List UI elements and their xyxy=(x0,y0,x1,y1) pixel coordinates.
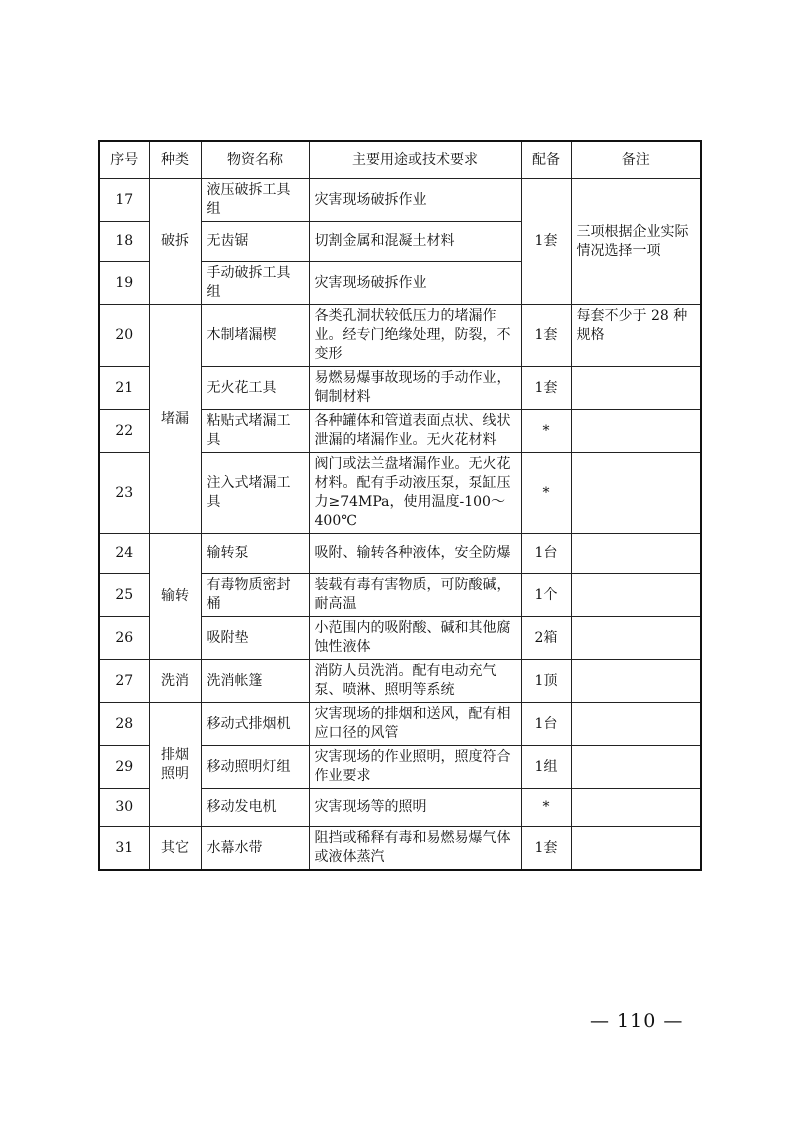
item-name: 输转泵 xyxy=(201,534,309,574)
category-cell: 破拆 xyxy=(149,179,201,305)
table-header-row xyxy=(99,141,701,179)
row-no: 25 xyxy=(99,574,149,617)
item-name: 木制堵漏楔 xyxy=(201,305,309,367)
table-row xyxy=(99,305,701,367)
item-usage: 易燃易爆事故现场的手动作业，铜制材料 xyxy=(309,367,521,410)
item-name: 手动破拆工具组 xyxy=(201,262,309,305)
item-note xyxy=(571,703,701,746)
item-qty: 1套 xyxy=(521,827,571,871)
item-note xyxy=(571,746,701,789)
item-qty: 1台 xyxy=(521,534,571,574)
item-qty: 1顶 xyxy=(521,660,571,703)
row-no: 26 xyxy=(99,617,149,660)
item-name: 移动照明灯组 xyxy=(201,746,309,789)
item-note xyxy=(571,410,701,453)
item-note xyxy=(571,617,701,660)
item-note xyxy=(571,534,701,574)
row-no: 30 xyxy=(99,789,149,827)
category-cell: 排烟 照明 xyxy=(149,703,201,827)
item-name: 有毒物质密封桶 xyxy=(201,574,309,617)
item-note: 三项根据企业实际情况选择一项 xyxy=(571,179,701,305)
table-row xyxy=(99,703,701,746)
item-name: 无火花工具 xyxy=(201,367,309,410)
item-note xyxy=(571,367,701,410)
item-qty: * xyxy=(521,410,571,453)
item-usage: 灾害现场破拆作业 xyxy=(309,179,521,222)
header-category: 种类 xyxy=(149,141,201,179)
item-note xyxy=(571,827,701,871)
item-name: 洗消帐篷 xyxy=(201,660,309,703)
item-usage: 装载有毒有害物质，可防酸碱，耐高温 xyxy=(309,574,521,617)
item-name: 注入式堵漏工具 xyxy=(201,453,309,534)
item-qty: 1个 xyxy=(521,574,571,617)
header-name: 物资名称 xyxy=(201,141,309,179)
item-usage: 小范围内的吸附酸、碱和其他腐蚀性液体 xyxy=(309,617,521,660)
item-qty: 1套 xyxy=(521,367,571,410)
category-cell: 输转 xyxy=(149,534,201,660)
item-usage: 灾害现场等的照明 xyxy=(309,789,521,827)
item-qty: 1组 xyxy=(521,746,571,789)
header-qty: 配备 xyxy=(521,141,571,179)
item-name: 粘贴式堵漏工具 xyxy=(201,410,309,453)
row-no: 18 xyxy=(99,222,149,262)
row-no: 22 xyxy=(99,410,149,453)
item-usage: 切割金属和混凝土材料 xyxy=(309,222,521,262)
item-usage: 阻挡或稀释有毒和易燃易爆气体或液体蒸汽 xyxy=(309,827,521,871)
item-qty: 1台 xyxy=(521,703,571,746)
item-usage: 灾害现场破拆作业 xyxy=(309,262,521,305)
header-note: 备注 xyxy=(571,141,701,179)
row-no: 24 xyxy=(99,534,149,574)
equipment-table xyxy=(98,140,702,871)
item-name: 移动发电机 xyxy=(201,789,309,827)
table-row xyxy=(99,534,701,574)
table-row xyxy=(99,827,701,871)
item-note xyxy=(571,574,701,617)
row-no: 17 xyxy=(99,179,149,222)
item-name: 移动式排烟机 xyxy=(201,703,309,746)
item-usage: 阀门或法兰盘堵漏作业。无火花材料。配有手动液压泵，泵缸压力≥74MPa，使用温度-100～400℃ xyxy=(309,453,521,534)
item-note: 每套不少于 28 种规格 xyxy=(571,305,701,367)
row-no: 29 xyxy=(99,746,149,789)
item-note xyxy=(571,453,701,534)
item-name: 液压破拆工具组 xyxy=(201,179,309,222)
item-qty: 1套 xyxy=(521,305,571,367)
item-name: 水幕水带 xyxy=(201,827,309,871)
row-no: 28 xyxy=(99,703,149,746)
row-no: 27 xyxy=(99,660,149,703)
row-no: 21 xyxy=(99,367,149,410)
item-usage: 吸附、输转各种液体，安全防爆 xyxy=(309,534,521,574)
item-qty: * xyxy=(521,789,571,827)
row-no: 23 xyxy=(99,453,149,534)
item-qty: * xyxy=(521,453,571,534)
header-usage: 主要用途或技术要求 xyxy=(309,141,521,179)
item-note xyxy=(571,660,701,703)
row-no: 19 xyxy=(99,262,149,305)
item-usage: 各类孔洞状较低压力的堵漏作业。经专门绝缘处理，防裂，不变形 xyxy=(309,305,521,367)
item-usage: 各种罐体和管道表面点状、线状泄漏的堵漏作业。无火花材料 xyxy=(309,410,521,453)
item-name: 吸附垫 xyxy=(201,617,309,660)
page-number: — 110 — xyxy=(590,1010,684,1032)
table-row xyxy=(99,660,701,703)
table-row xyxy=(99,179,701,222)
item-usage: 消防人员洗消。配有电动充气泵、喷淋、照明等系统 xyxy=(309,660,521,703)
row-no: 20 xyxy=(99,305,149,367)
header-no: 序号 xyxy=(99,141,149,179)
item-usage: 灾害现场的排烟和送风，配有相应口径的风管 xyxy=(309,703,521,746)
category-cell: 堵漏 xyxy=(149,305,201,534)
category-cell: 其它 xyxy=(149,827,201,871)
row-no: 31 xyxy=(99,827,149,871)
item-usage: 灾害现场的作业照明，照度符合作业要求 xyxy=(309,746,521,789)
item-note xyxy=(571,789,701,827)
category-cell: 洗消 xyxy=(149,660,201,703)
item-name: 无齿锯 xyxy=(201,222,309,262)
item-qty: 2箱 xyxy=(521,617,571,660)
item-qty: 1套 xyxy=(521,179,571,305)
